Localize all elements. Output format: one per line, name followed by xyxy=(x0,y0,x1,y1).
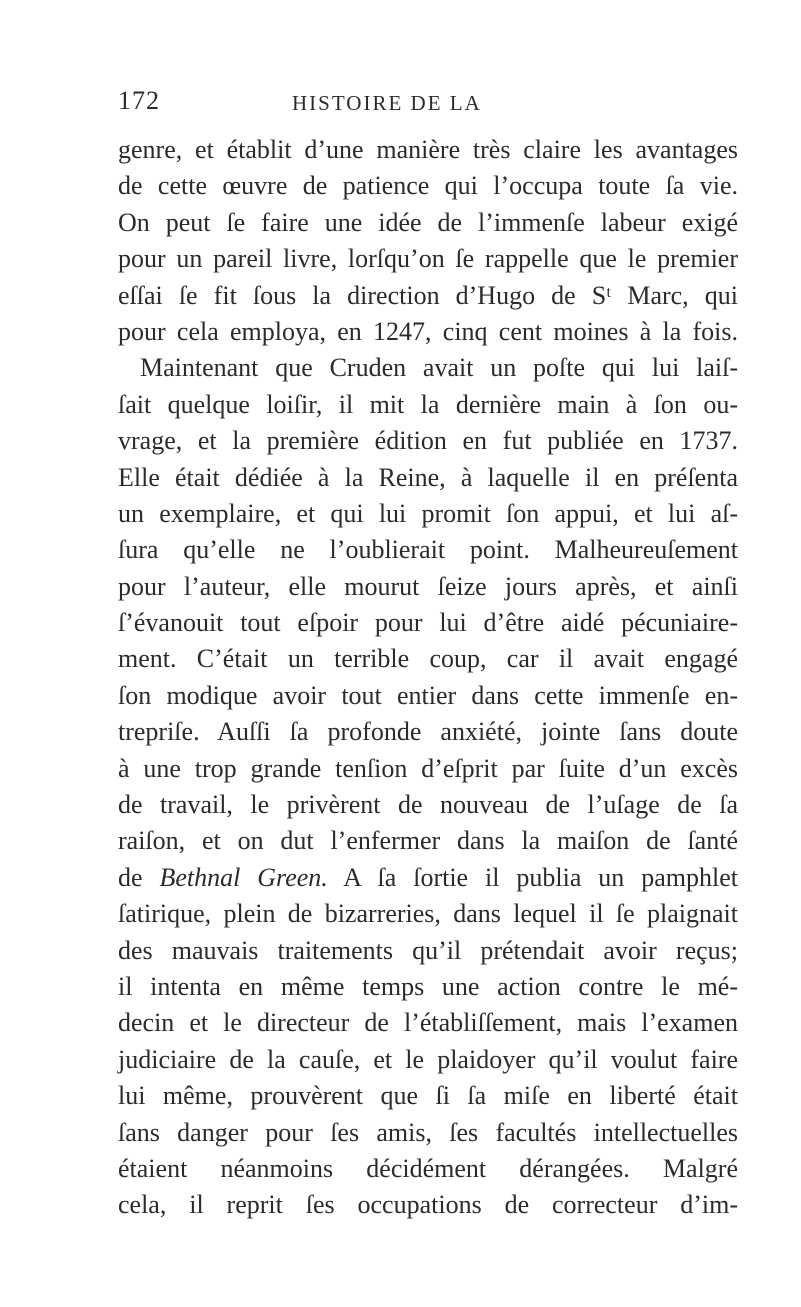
text-line: raiſon, et on dut l’enfermer dans la maiſon de ſanté xyxy=(118,826,738,856)
paragraph-start-line: Maintenant que Cruden avait un poſte qui lui laiſ- xyxy=(140,353,738,383)
text-line: il intenta en même temps une action contre le mé- xyxy=(118,971,738,1001)
text-line: Elle était dédiée à la Reine, à laquelle il en préſenta xyxy=(118,462,738,492)
text-line: ſans danger pour ſes amis, ſes facultés intellectuelles xyxy=(118,1117,738,1147)
text-line: ſon modique avoir tout entier dans cette immenſe en- xyxy=(118,680,738,710)
text-line: ment. C’était un terrible coup, car il avait engagé xyxy=(118,644,738,674)
text-line: à une trop grande tenſion d’eſprit par ſuite d’un excès xyxy=(118,753,738,783)
body-text xyxy=(118,132,738,1224)
line-suffix: A ſa ſortie il publia un pamphlet xyxy=(327,862,738,892)
text-line: lui même, prouvèrent que ſi ſa miſe en liberté était xyxy=(118,1081,738,1111)
text-line: de travail, le privèrent de nouveau de l’uſage de ſa xyxy=(118,790,738,820)
text-line: judiciaire de la cauſe, et le plaidoyer qu’il voulut faire xyxy=(118,1044,738,1074)
text-line: On peut ſe faire une idée de l’immenſe labeur exigé xyxy=(118,207,738,237)
text-line: trepriſe. Auſſi ſa profonde anxiété, jointe ſans doute xyxy=(118,717,738,747)
text-line: un exemplaire, et qui lui promit ſon appui, et lui aſ- xyxy=(118,498,738,528)
text-line: des mauvais traitements qu’il prétendait avoir reçus; xyxy=(118,935,738,965)
line-prefix: de xyxy=(118,862,160,892)
text-line: pour un pareil livre, lorſqu’on ſe rappelle que le premier xyxy=(118,244,738,274)
text-line: eſſai ſe fit ſous la direction d’Hugo de Sᵗ Marc, qui xyxy=(118,280,738,310)
text-line: étaient néanmoins décidément dérangées. Malgré xyxy=(118,1153,738,1183)
page-number: 172 xyxy=(118,86,160,115)
text-line: vrage, et la première édition en fut publiée en 1737. xyxy=(118,426,738,456)
text-line: pour cela employa, en 1247, cinq cent moines à la fois. xyxy=(118,316,738,346)
text-line: genre, et établit d’une manière très claire les avantages xyxy=(118,135,738,164)
text-line-with-place-name xyxy=(118,860,738,896)
text-line: de cette œuvre de patience qui l’occupa toute ſa vie. xyxy=(118,171,738,201)
text-line: ſura qu’elle ne l’oublierait point. Malheureuſement xyxy=(118,535,738,565)
running-head: HISTOIRE DE LA xyxy=(292,91,482,115)
place-name-italic: Bethnal Green. xyxy=(159,862,328,892)
text-line: ſait quelque loiſir, il mit la dernière main à ſon ou- xyxy=(118,389,738,419)
text-line: decin et le directeur de l’établiſſement, mais l’examen xyxy=(118,1008,738,1038)
text-line: cela, il reprit ſes occupations de correcteur d’im- xyxy=(118,1190,738,1220)
text-line: ſ’évanouit tout eſpoir pour lui d’être aidé pécuniaire- xyxy=(118,608,738,638)
text-line: pour l’auteur, elle mourut ſeize jours après, et ainſi xyxy=(118,571,738,601)
text-line: ſatirique, plein de bizarreries, dans lequel il ſe plaignait xyxy=(118,899,738,929)
